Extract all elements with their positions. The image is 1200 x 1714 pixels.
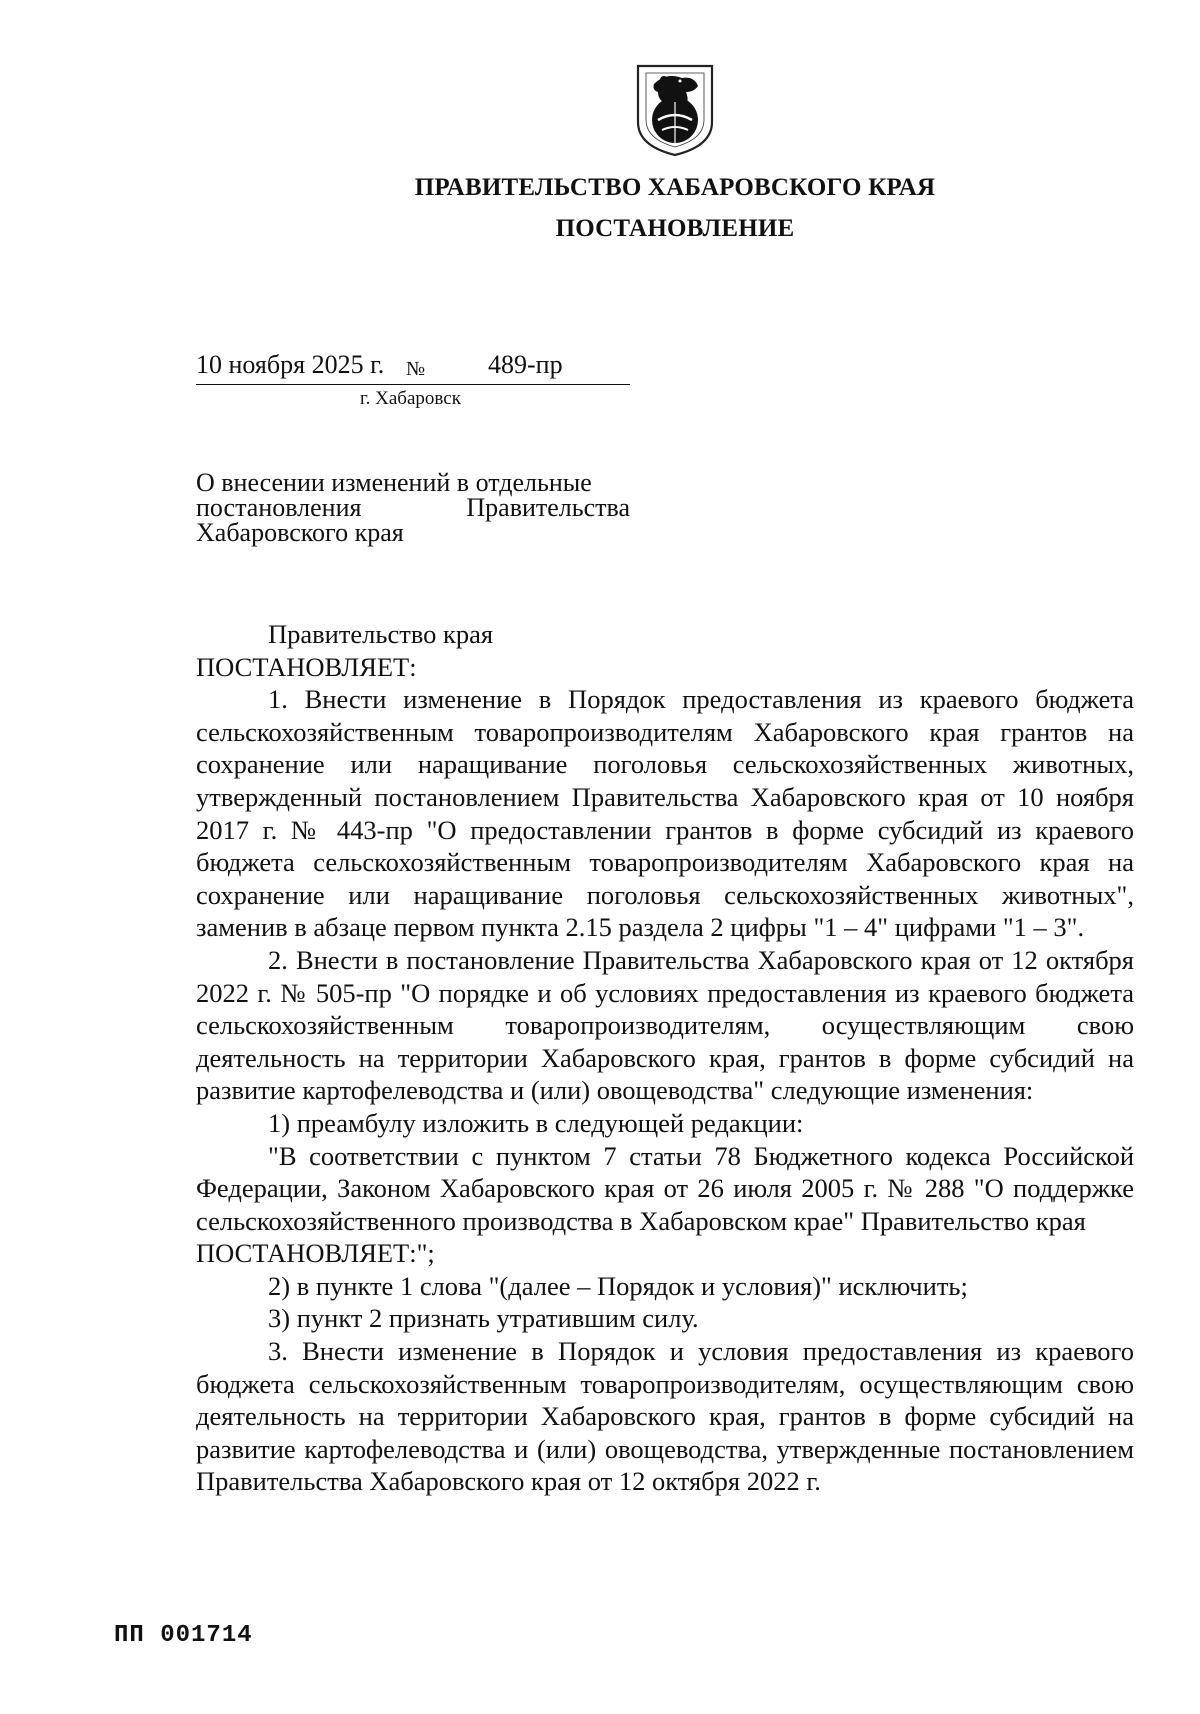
paragraph: 1. Внести изменение в Порядок предоставления из краевого бюджета сельскохозяйственным товаропроизводителям Хабаровского края грантов на сохранение или наращивание поголовья сельскохозяйственных животных, утвержденный постановлением Правительства Хабаровского края от 10 ноября 2017 г. № 443-пр "О предоставлении грантов в форме субсидий из краевого бюджета сельскохозяйственным товаропроизводителям Хабаровского края на сохранение или наращивание поголовья сельскохозяйственных животных", заменив в абзаце первом пункта 2.15 раздела 2 цифры "1 – 4" цифрами "1 – 3".: [196, 684, 1134, 943]
resolves-line: ПОСТАНОВЛЯЕТ:: [196, 651, 417, 682]
paragraph: 3) пункт 2 признать утратившим силу.: [268, 1303, 699, 1334]
intro-line: Правительство края: [268, 619, 494, 649]
city: г. Хабаровск: [360, 388, 461, 409]
paragraph: 2) в пункте 1 слова "(далее – Порядок и условия)" исключить;: [268, 1270, 968, 1301]
document-number: 489-пр: [488, 350, 563, 379]
organization-title: ПРАВИТЕЛЬСТВО ХАБАРОВСКОГО КРАЯ: [414, 174, 936, 201]
date-number-line: [196, 350, 630, 385]
coat-of-arms-icon: [634, 62, 716, 158]
paragraph: 2. Внести в постановление Правительства Хабаровского края от 12 октября 2022 г. № 505-пр "О порядке и об условиях предоставления из краевого бюджета сельскохозяйственным товаропроизводителям, осуществляющим свою деятельность на территории Хабаровского края, грантов в форме субсидий на развитие картофелеводства и (или) овощеводства" следующие изменения:: [196, 944, 1134, 1106]
page-footer-code: ПП 001714: [114, 1622, 253, 1649]
paragraph: ПОСТАНОВЛЯЕТ:";: [196, 1238, 435, 1269]
paragraph: 1) преамбулу изложить в следующей редакции:: [268, 1107, 804, 1138]
document-body: [196, 618, 1134, 1498]
document-subject: [196, 470, 630, 545]
subject-line: постановления Правительства: [196, 493, 630, 522]
paragraph: "В соответствии с пунктом 7 статьи 78 Бюджетного кодекса Российской Федерации, Законом Хабаровского края от 26 июля 2005 г. № 288 "О поддержке сельскохозяйственного производства в Хабаровском крае" Правительство края: [196, 1140, 1134, 1236]
subject-line: Хабаровского края: [196, 518, 404, 547]
paragraph: 3. Внести изменение в Порядок и условия предоставления из краевого бюджета сельскохозяйственным товаропроизводителям, осуществляющим свою деятельность на территории Хабаровского края, грантов в форме субсидий на развитие картофелеводства и (или) овощеводства, утвержденные постановлением Правительства Хабаровского края от 12 октября 2022 г.: [196, 1336, 1134, 1497]
number-sign: №: [406, 358, 426, 380]
document-type: ПОСТАНОВЛЕНИЕ: [555, 215, 795, 242]
document-date: 10 ноября 2025 г.: [196, 350, 385, 379]
subject-line: О внесении изменений в отдельные: [196, 468, 592, 497]
